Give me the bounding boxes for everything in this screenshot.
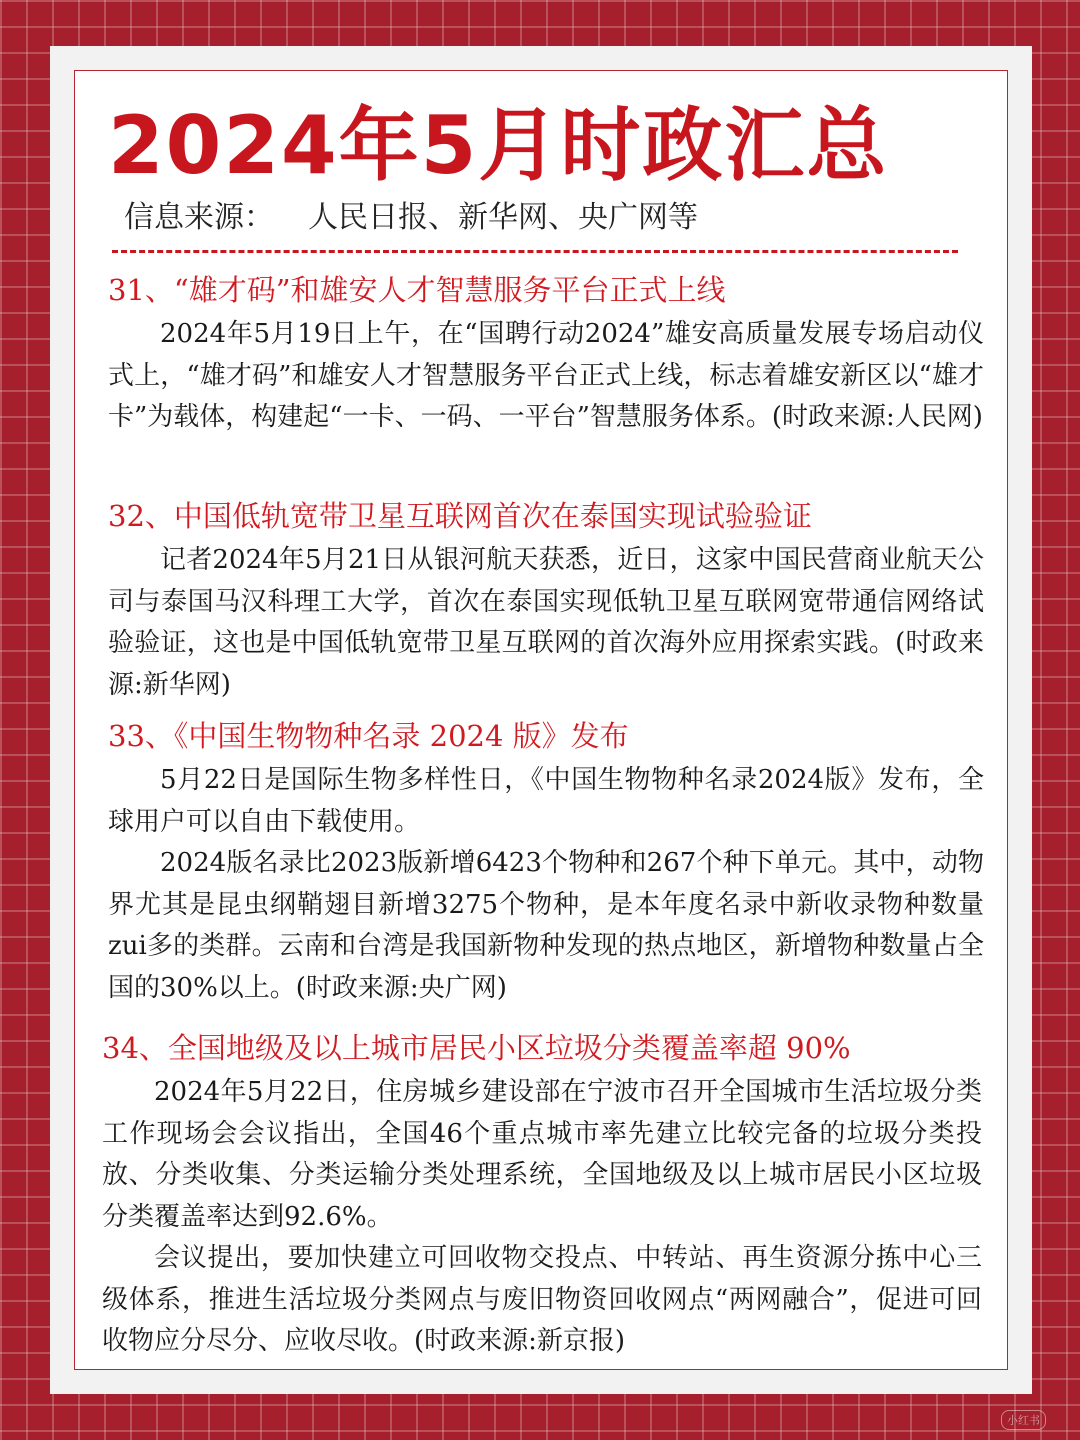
source-line: [124, 196, 698, 240]
watermark-logo: 小红书: [1001, 1410, 1046, 1430]
news-paragraph: 会议提出，要加快建立可回收物交投点、中转站、再生资源分拣中心三级体系，推进生活垃圾分类网点与废旧物资回收网点“两网融合”，促进可回收物应分尽分、应收尽收。(时政来源:新京报): [102, 1243, 982, 1356]
news-heading: 31、“雄才码”和雄安人才智慧服务平台正式上线: [108, 273, 726, 307]
news-item-31: [108, 268, 984, 439]
news-paragraph: 2024年5月22日，住房城乡建设部在宁波市召开全国城市生活垃圾分类工作现场会会议指出，全国46个重点城市率先建立比较完备的垃圾分类投放、分类收集、分类运输分类处理系统，全国地级及以上城市居民小区垃圾分类覆盖率达到92.6%。: [102, 1077, 982, 1232]
news-heading: 32、中国低轨宽带卫星互联网首次在泰国实现试验验证: [108, 499, 812, 533]
page-title: 2024年5月时政汇总: [108, 99, 889, 192]
news-heading: 34、全国地级及以上城市居民小区垃圾分类覆盖率超 90%: [102, 1031, 851, 1065]
news-paragraph: 2024版名录比2023版新增6423个物种和267个种下单元。其中，动物界尤其是昆虫纲鞘翅目新增3275个物种，是本年度名录中新收录物种数量zui多的类群。云南和台湾是我国新物种发现的热点地区，新增物种数量占全国的30%以上。(时政来源:央广网): [108, 848, 984, 1003]
news-heading: 33、《中国生物物种名录 2024 版》发布: [108, 719, 629, 753]
news-item-34: [102, 1026, 982, 1363]
source-label: 信息来源：: [124, 200, 274, 235]
news-paragraph: 2024年5月19日上午，在“国聘行动2024”雄安高质量发展专场启动仪式上，“雄才码”和雄安人才智慧服务平台正式上线，标志着雄安新区以“雄才卡”为载体，构建起“一卡、一码、一平台”智慧服务体系。(时政来源:人民网): [108, 319, 984, 432]
news-item-32: [108, 494, 984, 706]
source-value: 人民日报、新华网、央广网等: [308, 200, 698, 235]
dashed-divider: [112, 250, 958, 253]
news-paragraph: 5月22日是国际生物多样性日，《中国生物物种名录2024版》发布，全球用户可以自由下载使用。: [108, 765, 984, 837]
news-paragraph: 记者2024年5月21日从银河航天获悉，近日，这家中国民营商业航天公司与泰国马汉科理工大学，首次在泰国实现低轨卫星互联网宽带通信网络试验验证，这也是中国低轨宽带卫星互联网的首次海外应用探索实践。(时政来源:新华网): [108, 545, 984, 700]
news-item-33: [108, 714, 984, 1009]
